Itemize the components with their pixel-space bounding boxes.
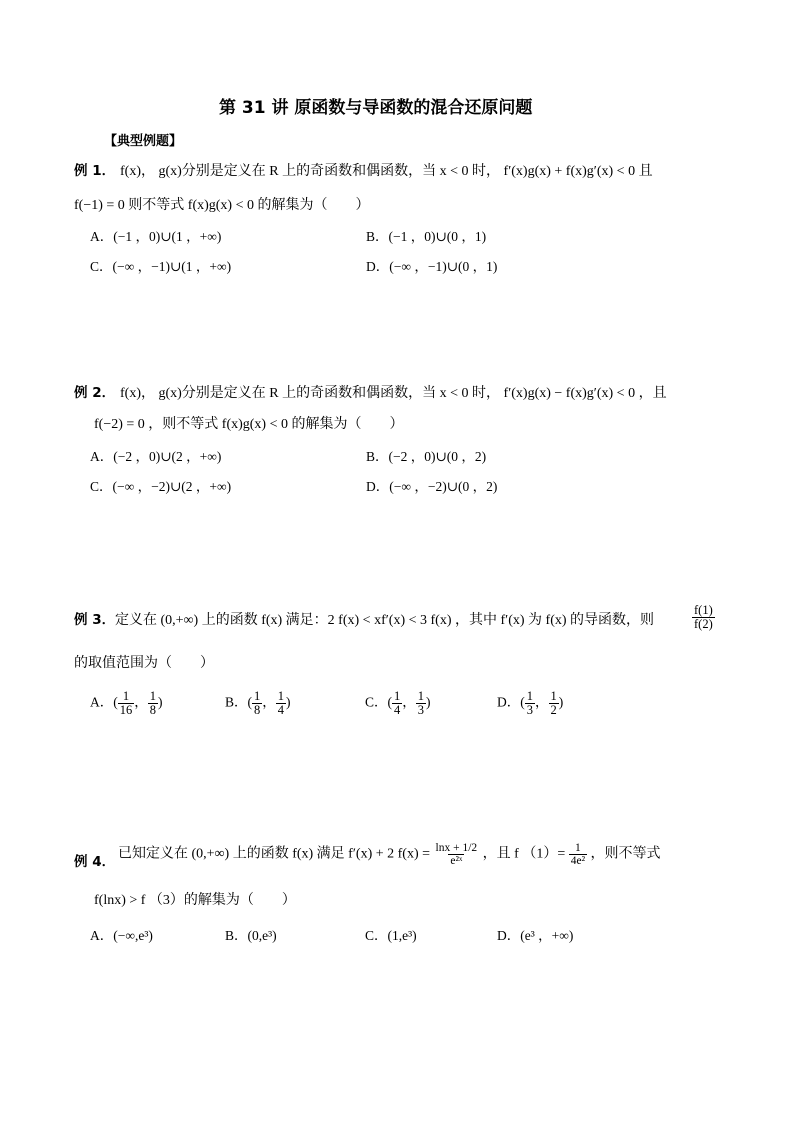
option-prefix: B．( [225,694,252,710]
close-paren: ) [158,694,163,710]
example-2-label: 例 2． [74,385,116,401]
example-2-option-c[interactable]: C．(−∞ ，−2)∪(2 ，+∞) [90,479,232,494]
fraction-denominator: 4 [394,703,401,718]
fraction-numerator: 1 [526,689,533,703]
fraction-numerator: 1 [394,689,401,703]
separator: ， [535,694,549,710]
fraction-denominator: 3 [417,703,424,718]
separator: ， [262,694,276,710]
fraction-denominator: 3 [526,703,533,718]
fraction-numerator: 1 [277,689,284,703]
example-4-option-c[interactable]: C．(1,e³) [365,928,417,943]
example-2-option-d[interactable]: D．(−∞ ，−2)∪(0 ，2) [366,479,498,494]
fraction-numerator: 1 [575,842,581,854]
example-2-stem-line2: f(−2) = 0 ，则不等式 f(x)g(x) < 0 的解集为（ ） [94,417,404,432]
example-2-option-b[interactable]: B．(−2 ，0)∪(0 ，2) [366,449,487,464]
fraction-numerator: 1 [149,689,156,703]
fraction-denominator: 16 [119,703,133,718]
close-paren: ) [426,694,431,710]
example-3-stem-line2: 的取值范围为（ ） [74,656,214,671]
option-prefix: A．( [90,694,118,710]
example-1-option-d[interactable]: D．(−∞ ，−1)∪(0 ，1) [366,259,498,274]
fraction-denominator: 2 [550,703,557,718]
fraction-denominator: 8 [254,703,261,718]
stem-text: ，且 f （1）= [482,846,566,862]
example-2-stem-line1: f(x)， g(x)分别是定义在 R 上的奇函数和偶函数，当 x < 0 时， f′(x)g(x) − f(x)g′(x) < 0 ，且 [120,386,667,401]
fraction-denominator: 4e² [570,855,586,868]
fraction-numerator: 1 [417,689,424,703]
fraction-numerator: 1 [254,689,261,703]
section-heading: 【典型例题】 [104,134,183,149]
example-3-label: 例 3． [74,612,116,628]
close-paren: ) [558,694,564,710]
fraction-numerator: f(1) [694,603,713,617]
fraction-denominator: e²ˣ [450,855,463,868]
option-prefix: C．( [365,694,392,710]
example-4-option-d[interactable]: D．(e³ ，+∞) [497,928,574,943]
separator: ， [134,694,148,710]
stem-text: ，则不等式 [590,846,661,862]
fraction-denominator: f(2) [694,617,713,632]
example-2-option-a[interactable]: A．(−2 ，0)∪(2 ，+∞) [90,449,222,464]
example-1-label: 例 1． [74,163,116,179]
example-3-stem-line1: 定义在 (0,+∞) 上的函数 f(x) 满足：2 f(x) < xf′(x) < 3 f(x) ，其中 f′(x) 为 f(x) 的导函数，则 [115,613,655,628]
example-3-ratio-fraction [692,604,715,631]
page-title: 第 31 讲 原函数与导函数的混合还原问题 [219,98,533,118]
stem-text: 已知定义在 (0,+∞) 上的函数 f(x) 满足 f′(x) + 2 f(x) = [118,846,431,862]
example-1-stem-line1: f(x)， g(x)分别是定义在 R 上的奇函数和偶函数，当 x < 0 时， f′(x)g(x) + f(x)g′(x) < 0 且 [120,164,653,179]
separator: ， [402,694,416,710]
example-1-option-c[interactable]: C．(−∞ ，−1)∪(1 ，+∞) [90,259,232,274]
example-4-stem-line1 [118,842,661,867]
example-1-option-a[interactable]: A．(−1 ，0)∪(1 ，+∞) [90,229,222,244]
fraction-numerator: lnx + 1/2 [435,842,478,854]
fraction-denominator: 4 [277,703,284,718]
example-3-option-c[interactable] [365,690,431,717]
example-3-option-a[interactable] [90,690,163,717]
example-4-option-b[interactable]: B．(0,e³) [225,928,277,943]
example-3-option-d[interactable] [497,690,563,717]
option-prefix: D．( [497,694,525,710]
fraction-numerator: 1 [122,689,130,703]
fraction-numerator: 1 [550,689,557,703]
example-4-option-a[interactable]: A．(−∞,e³) [90,928,153,943]
example-4-stem-line2: f(lnx) > f （3）的解集为（ ） [94,893,296,908]
example-1-option-b[interactable]: B．(−1 ，0)∪(0 ，1) [366,229,487,244]
example-4-label: 例 4． [74,854,116,870]
example-1-stem-line2: f(−1) = 0 则不等式 f(x)g(x) < 0 的解集为（ ） [74,198,370,213]
close-paren: ) [286,694,291,710]
fraction-denominator: 8 [149,703,156,718]
example-3-option-b[interactable] [225,690,291,717]
